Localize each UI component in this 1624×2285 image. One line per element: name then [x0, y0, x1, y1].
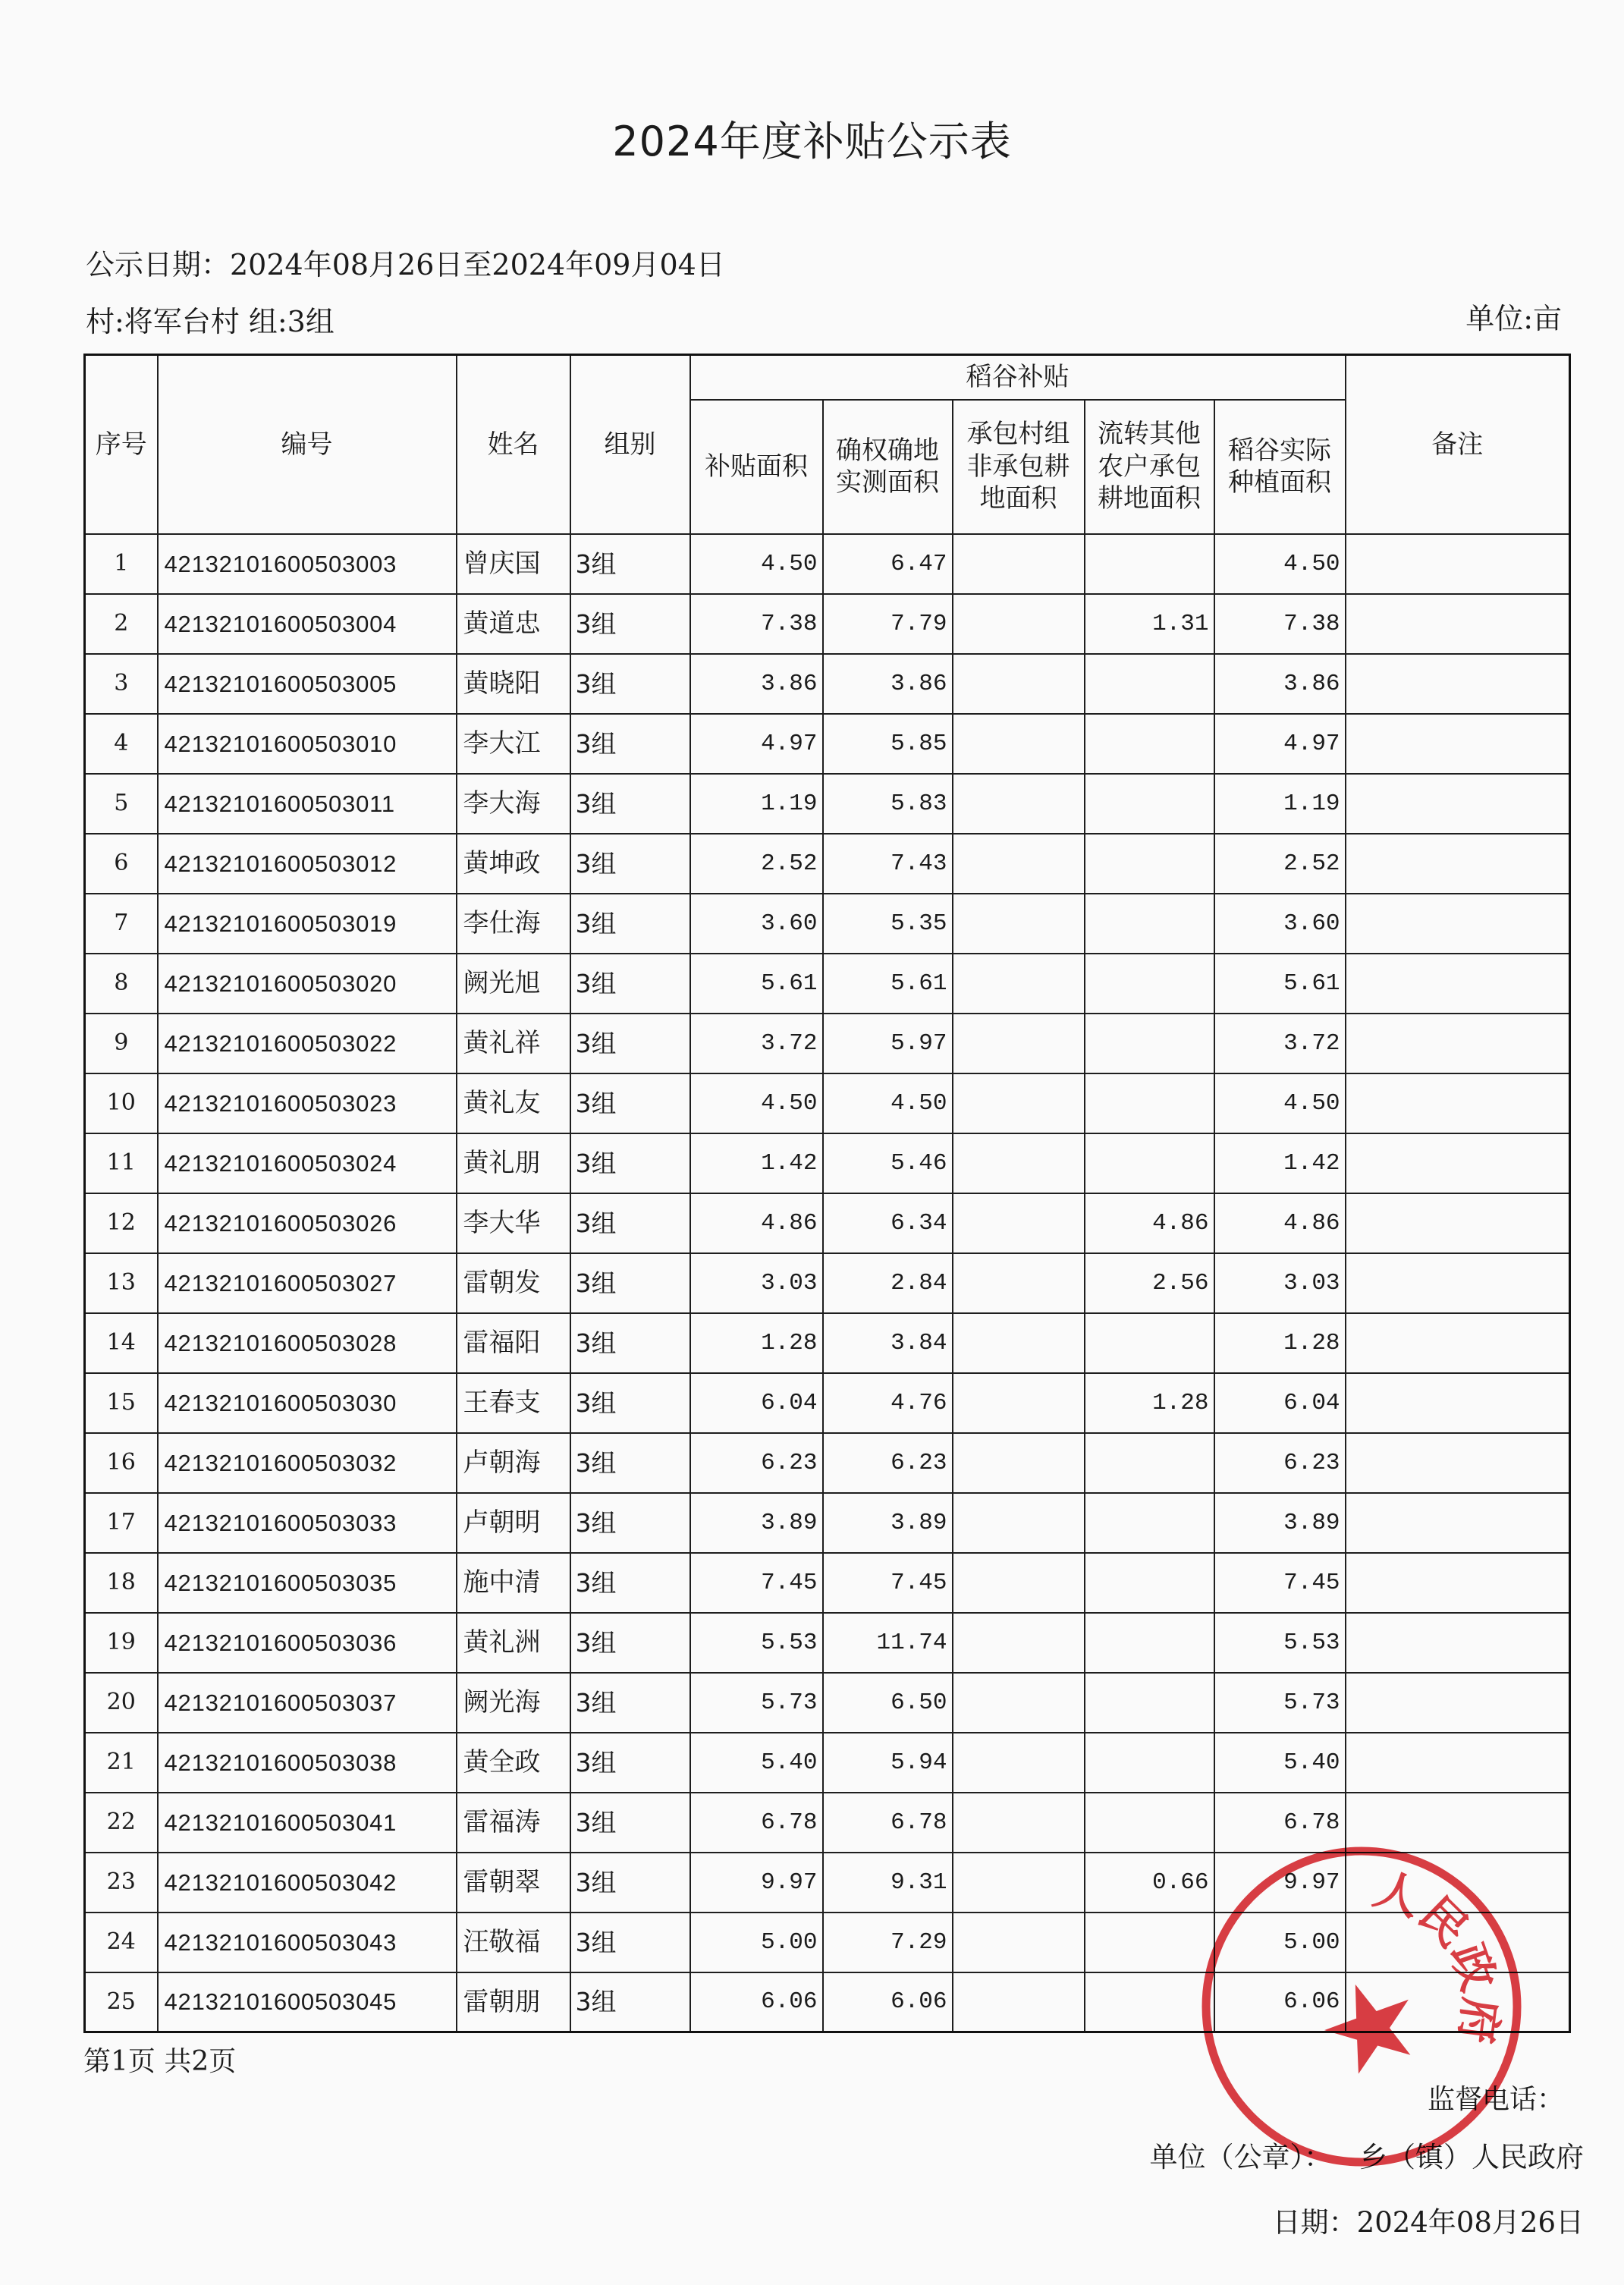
seq-cell: 9 — [85, 1014, 158, 1073]
code-cell: 42132101600503010 — [158, 714, 457, 774]
transferred-area-cell — [1085, 1673, 1214, 1733]
actual-area-cell: 5.73 — [1214, 1673, 1346, 1733]
table-row — [85, 1733, 1570, 1793]
name-cell: 雷朝发 — [457, 1253, 570, 1313]
name-cell: 黄礼祥 — [457, 1014, 570, 1073]
transferred-area-cell — [1085, 534, 1214, 594]
group-cell: 3组 — [570, 774, 690, 834]
actual-area-cell: 4.50 — [1214, 534, 1346, 594]
header-group: 组别 — [570, 355, 690, 534]
seq-cell: 1 — [85, 534, 158, 594]
contracted-non-area-cell — [953, 1253, 1085, 1313]
group-cell: 3组 — [570, 1433, 690, 1493]
code-cell: 42132101600503035 — [158, 1553, 457, 1613]
actual-area-cell: 7.38 — [1214, 594, 1346, 654]
group-cell: 3组 — [570, 1853, 690, 1913]
seq-cell: 21 — [85, 1733, 158, 1793]
group-cell: 3组 — [570, 1673, 690, 1733]
page-indicator: 第1页 共2页 — [83, 2046, 237, 2077]
name-cell: 曾庆国 — [457, 534, 570, 594]
contracted-non-area-cell — [953, 1073, 1085, 1133]
transferred-area-cell — [1085, 1014, 1214, 1073]
seq-cell: 15 — [85, 1373, 158, 1433]
remark-cell — [1346, 834, 1570, 894]
transferred-area-cell — [1085, 1553, 1214, 1613]
confirmed-area-cell: 6.50 — [823, 1673, 953, 1733]
name-cell: 雷福涛 — [457, 1793, 570, 1853]
contracted-non-area-cell — [953, 1373, 1085, 1433]
header-code: 编号 — [158, 355, 457, 534]
remark-cell — [1346, 1493, 1570, 1553]
transferred-area-cell — [1085, 1493, 1214, 1553]
seq-cell: 2 — [85, 594, 158, 654]
remark-cell — [1346, 1553, 1570, 1613]
subsidy-area-cell: 4.50 — [690, 534, 823, 594]
actual-area-cell: 9.97 — [1214, 1853, 1346, 1913]
group-cell: 3组 — [570, 1073, 690, 1133]
transferred-area-cell: 0.66 — [1085, 1853, 1214, 1913]
unit-seal-label: 单位（公章）： — [1149, 2141, 1332, 2173]
header-remark: 备注 — [1346, 355, 1570, 534]
group-cell: 3组 — [570, 1133, 690, 1193]
table-row — [85, 654, 1570, 714]
header-rice-subsidy: 稻谷补贴 — [690, 355, 1346, 400]
seq-cell: 25 — [85, 1972, 158, 2032]
contracted-non-area-cell — [953, 1553, 1085, 1613]
name-cell: 黄礼洲 — [457, 1613, 570, 1673]
actual-area-cell: 3.72 — [1214, 1014, 1346, 1073]
group-cell: 3组 — [570, 654, 690, 714]
contracted-non-area-cell — [953, 894, 1085, 954]
seq-cell: 13 — [85, 1253, 158, 1313]
name-cell: 黄全政 — [457, 1733, 570, 1793]
seq-cell: 7 — [85, 894, 158, 954]
remark-cell — [1346, 654, 1570, 714]
group-cell: 3组 — [570, 1493, 690, 1553]
confirmed-area-cell: 5.97 — [823, 1014, 953, 1073]
code-cell: 42132101600503020 — [158, 954, 457, 1014]
group-cell: 3组 — [570, 1553, 690, 1613]
subsidy-area-cell: 4.50 — [690, 1073, 823, 1133]
confirmed-area-cell: 7.43 — [823, 834, 953, 894]
actual-area-cell: 1.42 — [1214, 1133, 1346, 1193]
confirmed-area-cell: 6.78 — [823, 1793, 953, 1853]
table-row — [85, 534, 1570, 594]
subsidy-area-cell: 4.86 — [690, 1193, 823, 1253]
group-cell: 3组 — [570, 834, 690, 894]
unit-label: 单位:亩 — [1465, 302, 1562, 335]
name-cell: 黄坤政 — [457, 834, 570, 894]
subsidy-area-cell: 3.60 — [690, 894, 823, 954]
remark-cell — [1346, 1313, 1570, 1373]
transferred-area-cell — [1085, 1613, 1214, 1673]
code-cell: 42132101600503033 — [158, 1493, 457, 1553]
code-cell: 42132101600503026 — [158, 1193, 457, 1253]
subsidy-area-cell: 1.19 — [690, 774, 823, 834]
seq-cell: 18 — [85, 1553, 158, 1613]
confirmed-area-cell: 7.45 — [823, 1553, 953, 1613]
remark-cell — [1346, 1073, 1570, 1133]
subsidy-table — [83, 354, 1571, 2033]
code-cell: 42132101600503005 — [158, 654, 457, 714]
code-cell: 42132101600503024 — [158, 1133, 457, 1193]
table-row — [85, 1253, 1570, 1313]
contracted-non-area-cell — [953, 1193, 1085, 1253]
seal-text: 人民政府 — [1367, 1862, 1508, 2048]
issue-date: 日期：2024年08月26日 — [1272, 2206, 1584, 2239]
actual-area-cell: 5.61 — [1214, 954, 1346, 1014]
actual-area-cell: 2.52 — [1214, 834, 1346, 894]
subsidy-area-cell: 3.86 — [690, 654, 823, 714]
code-cell: 42132101600503030 — [158, 1373, 457, 1433]
subsidy-area-cell: 7.38 — [690, 594, 823, 654]
remark-cell — [1346, 1673, 1570, 1733]
contracted-non-area-cell — [953, 1433, 1085, 1493]
contracted-non-area-cell — [953, 714, 1085, 774]
remark-cell — [1346, 1014, 1570, 1073]
confirmed-area-cell: 3.86 — [823, 654, 953, 714]
group-cell: 3组 — [570, 1014, 690, 1073]
remark-cell — [1346, 1193, 1570, 1253]
remark-cell — [1346, 1373, 1570, 1433]
confirmed-area-cell: 5.85 — [823, 714, 953, 774]
transferred-area-cell — [1085, 1733, 1214, 1793]
supervision-phone-label: 监督电话： — [1427, 2084, 1564, 2115]
seq-cell: 14 — [85, 1313, 158, 1373]
group-cell: 3组 — [570, 714, 690, 774]
seq-cell: 3 — [85, 654, 158, 714]
seq-cell: 11 — [85, 1133, 158, 1193]
publish-period: 公示日期：2024年08月26日至2024年09月04日 — [86, 248, 725, 281]
transferred-area-cell — [1085, 774, 1214, 834]
actual-area-cell: 1.28 — [1214, 1313, 1346, 1373]
contracted-non-area-cell — [953, 1493, 1085, 1553]
header-subsidy-area: 补贴面积 — [705, 451, 808, 482]
confirmed-area-cell: 7.79 — [823, 594, 953, 654]
name-cell: 阙光海 — [457, 1673, 570, 1733]
code-cell: 42132101600503012 — [158, 834, 457, 894]
group-cell: 3组 — [570, 1793, 690, 1853]
seq-cell: 16 — [85, 1433, 158, 1493]
table-row — [85, 834, 1570, 894]
code-cell: 42132101600503011 — [158, 774, 457, 834]
transferred-area-cell: 1.28 — [1085, 1373, 1214, 1433]
remark-cell — [1346, 1733, 1570, 1793]
subsidy-area-cell: 3.89 — [690, 1493, 823, 1553]
remark-cell — [1346, 534, 1570, 594]
transferred-area-cell — [1085, 714, 1214, 774]
confirmed-area-cell: 6.47 — [823, 534, 953, 594]
contracted-non-area-cell — [953, 1733, 1085, 1793]
transferred-area-cell — [1085, 954, 1214, 1014]
subsidy-area-cell: 3.72 — [690, 1014, 823, 1073]
actual-area-cell: 7.45 — [1214, 1553, 1346, 1613]
code-cell: 42132101600503019 — [158, 894, 457, 954]
seq-cell: 19 — [85, 1613, 158, 1673]
subsidy-area-cell: 1.28 — [690, 1313, 823, 1373]
name-cell: 黄道忠 — [457, 594, 570, 654]
actual-area-cell: 1.19 — [1214, 774, 1346, 834]
contracted-non-area-cell — [953, 1613, 1085, 1673]
seq-cell: 17 — [85, 1493, 158, 1553]
remark-cell — [1346, 1133, 1570, 1193]
header-subsidy-area-cell — [690, 400, 823, 534]
village-group-label: 村:将军台村 组:3组 — [86, 305, 335, 338]
actual-area-cell: 4.86 — [1214, 1193, 1346, 1253]
remark-cell — [1346, 1613, 1570, 1673]
transferred-area-cell: 1.31 — [1085, 594, 1214, 654]
actual-area-cell: 3.03 — [1214, 1253, 1346, 1313]
code-cell: 42132101600503043 — [158, 1913, 457, 1972]
confirmed-area-cell: 11.74 — [823, 1613, 953, 1673]
contracted-non-area-cell — [953, 534, 1085, 594]
group-cell: 3组 — [570, 594, 690, 654]
contracted-non-area-cell — [953, 954, 1085, 1014]
confirmed-area-cell: 7.29 — [823, 1913, 953, 1972]
confirmed-area-cell: 5.35 — [823, 894, 953, 954]
subsidy-area-cell: 5.53 — [690, 1613, 823, 1673]
seq-cell: 8 — [85, 954, 158, 1014]
table-row — [85, 1493, 1570, 1553]
group-cell: 3组 — [570, 1193, 690, 1253]
header-row — [85, 355, 1570, 400]
transferred-area-cell — [1085, 1073, 1214, 1133]
table-body — [85, 534, 1570, 2032]
header-transferred-area-cell — [1085, 400, 1214, 534]
remark-cell — [1346, 1433, 1570, 1493]
subsidy-area-cell: 2.52 — [690, 834, 823, 894]
contracted-non-area-cell — [953, 1793, 1085, 1853]
seq-cell: 6 — [85, 834, 158, 894]
table-row — [85, 1613, 1570, 1673]
remark-cell — [1346, 774, 1570, 834]
name-cell: 雷朝朋 — [457, 1972, 570, 2032]
code-cell: 42132101600503028 — [158, 1313, 457, 1373]
group-cell: 3组 — [570, 1913, 690, 1972]
table-row — [85, 714, 1570, 774]
header-contracted-non-area-cell — [953, 400, 1085, 534]
transferred-area-cell: 2.56 — [1085, 1253, 1214, 1313]
transferred-area-cell — [1085, 1433, 1214, 1493]
table-row — [85, 1373, 1570, 1433]
name-cell: 雷福阳 — [457, 1313, 570, 1373]
header-no: 序号 — [85, 355, 158, 534]
code-cell: 42132101600503042 — [158, 1853, 457, 1913]
seq-cell: 22 — [85, 1793, 158, 1853]
subsidy-area-cell: 3.03 — [690, 1253, 823, 1313]
confirmed-area-cell: 2.84 — [823, 1253, 953, 1313]
name-cell: 李大华 — [457, 1193, 570, 1253]
code-cell: 42132101600503003 — [158, 534, 457, 594]
seq-cell: 12 — [85, 1193, 158, 1253]
government-name: 乡（镇）人民政府 — [1359, 2141, 1584, 2173]
code-cell: 42132101600503036 — [158, 1613, 457, 1673]
contracted-non-area-cell — [953, 1313, 1085, 1373]
subsidy-area-cell: 5.61 — [690, 954, 823, 1014]
subsidy-area-cell: 7.45 — [690, 1553, 823, 1613]
actual-area-cell: 5.00 — [1214, 1913, 1346, 1972]
header-actual-area: 稻谷实际种植面积 — [1228, 435, 1332, 498]
contracted-non-area-cell — [953, 594, 1085, 654]
transferred-area-cell — [1085, 834, 1214, 894]
subsidy-area-cell: 6.04 — [690, 1373, 823, 1433]
group-cell: 3组 — [570, 1373, 690, 1433]
transferred-area-cell — [1085, 1313, 1214, 1373]
code-cell: 42132101600503004 — [158, 594, 457, 654]
group-cell: 3组 — [570, 1313, 690, 1373]
code-cell: 42132101600503037 — [158, 1673, 457, 1733]
contracted-non-area-cell — [953, 834, 1085, 894]
name-cell: 李仕海 — [457, 894, 570, 954]
table-row — [85, 1073, 1570, 1133]
name-cell: 施中清 — [457, 1553, 570, 1613]
confirmed-area-cell: 9.31 — [823, 1853, 953, 1913]
group-cell: 3组 — [570, 894, 690, 954]
contracted-non-area-cell — [953, 1972, 1085, 2032]
actual-area-cell: 6.04 — [1214, 1373, 1346, 1433]
code-cell: 42132101600503045 — [158, 1972, 457, 2032]
official-seal — [1187, 1832, 1536, 2181]
remark-cell — [1346, 954, 1570, 1014]
actual-area-cell: 3.86 — [1214, 654, 1346, 714]
name-cell: 雷朝翠 — [457, 1853, 570, 1913]
header-confirmed-area-cell — [823, 400, 953, 534]
table-row — [85, 1133, 1570, 1193]
contracted-non-area-cell — [953, 1014, 1085, 1073]
table-row — [85, 1433, 1570, 1493]
remark-cell — [1346, 1253, 1570, 1313]
name-cell: 卢朝海 — [457, 1433, 570, 1493]
seq-cell: 4 — [85, 714, 158, 774]
remark-cell — [1346, 894, 1570, 954]
name-cell: 黄礼友 — [457, 1073, 570, 1133]
contracted-non-area-cell — [953, 654, 1085, 714]
table-row — [85, 1193, 1570, 1253]
code-cell: 42132101600503041 — [158, 1793, 457, 1853]
confirmed-area-cell: 6.34 — [823, 1193, 953, 1253]
actual-area-cell: 4.50 — [1214, 1073, 1346, 1133]
remark-cell — [1346, 714, 1570, 774]
table-row — [85, 1553, 1570, 1613]
confirmed-area-cell: 5.94 — [823, 1733, 953, 1793]
header-actual-area-cell — [1214, 400, 1346, 534]
seq-cell: 5 — [85, 774, 158, 834]
seal-star-icon — [1313, 1969, 1426, 2080]
subsidy-area-cell: 6.06 — [690, 1972, 823, 2032]
actual-area-cell: 6.23 — [1214, 1433, 1346, 1493]
actual-area-cell: 6.78 — [1214, 1793, 1346, 1853]
subsidy-area-cell: 5.73 — [690, 1673, 823, 1733]
group-cell: 3组 — [570, 1972, 690, 2032]
confirmed-area-cell: 5.61 — [823, 954, 953, 1014]
contracted-non-area-cell — [953, 774, 1085, 834]
group-cell: 3组 — [570, 1613, 690, 1673]
subsidy-area-cell: 5.40 — [690, 1733, 823, 1793]
table-row — [85, 954, 1570, 1014]
actual-area-cell: 3.89 — [1214, 1493, 1346, 1553]
header-name: 姓名 — [457, 355, 570, 534]
code-cell: 42132101600503032 — [158, 1433, 457, 1493]
subsidy-area-cell: 6.23 — [690, 1433, 823, 1493]
transferred-area-cell — [1085, 654, 1214, 714]
subsidy-area-cell: 4.97 — [690, 714, 823, 774]
group-cell: 3组 — [570, 1253, 690, 1313]
group-cell: 3组 — [570, 954, 690, 1014]
seq-cell: 10 — [85, 1073, 158, 1133]
remark-cell — [1346, 594, 1570, 654]
subsidy-area-cell: 9.97 — [690, 1853, 823, 1913]
document-title: 2024年度补贴公示表 — [612, 118, 1012, 165]
name-cell: 黄晓阳 — [457, 654, 570, 714]
name-cell: 李大海 — [457, 774, 570, 834]
contracted-non-area-cell — [953, 1853, 1085, 1913]
actual-area-cell: 5.53 — [1214, 1613, 1346, 1673]
transferred-area-cell: 4.86 — [1085, 1193, 1214, 1253]
seq-cell: 23 — [85, 1853, 158, 1913]
name-cell: 王春支 — [457, 1373, 570, 1433]
confirmed-area-cell: 6.06 — [823, 1972, 953, 2032]
subsidy-area-cell: 6.78 — [690, 1793, 823, 1853]
code-cell: 42132101600503027 — [158, 1253, 457, 1313]
confirmed-area-cell: 5.46 — [823, 1133, 953, 1193]
actual-area-cell: 3.60 — [1214, 894, 1346, 954]
table-header — [85, 355, 1570, 534]
table-row — [85, 894, 1570, 954]
actual-area-cell: 5.40 — [1214, 1733, 1346, 1793]
header-contracted-non-area: 承包村组非承包耕地面积 — [966, 419, 1070, 514]
actual-area-cell: 4.97 — [1214, 714, 1346, 774]
contracted-non-area-cell — [953, 1133, 1085, 1193]
actual-area-cell: 6.06 — [1214, 1972, 1346, 2032]
name-cell: 黄礼朋 — [457, 1133, 570, 1193]
transferred-area-cell — [1085, 1133, 1214, 1193]
table-row — [85, 774, 1570, 834]
subsidy-area-cell: 5.00 — [690, 1913, 823, 1972]
confirmed-area-cell: 4.50 — [823, 1073, 953, 1133]
name-cell: 卢朝明 — [457, 1493, 570, 1553]
confirmed-area-cell: 6.23 — [823, 1433, 953, 1493]
name-cell: 李大江 — [457, 714, 570, 774]
seq-cell: 20 — [85, 1673, 158, 1733]
header-confirmed-area: 确权确地实测面积 — [836, 435, 939, 498]
transferred-area-cell — [1085, 894, 1214, 954]
table-row — [85, 594, 1570, 654]
name-cell: 阙光旭 — [457, 954, 570, 1014]
group-cell: 3组 — [570, 534, 690, 594]
name-cell: 汪敬福 — [457, 1913, 570, 1972]
code-cell: 42132101600503022 — [158, 1014, 457, 1073]
group-cell: 3组 — [570, 1733, 690, 1793]
confirmed-area-cell: 4.76 — [823, 1373, 953, 1433]
confirmed-area-cell: 5.83 — [823, 774, 953, 834]
seq-cell: 24 — [85, 1913, 158, 1972]
code-cell: 42132101600503023 — [158, 1073, 457, 1133]
confirmed-area-cell: 3.84 — [823, 1313, 953, 1373]
contracted-non-area-cell — [953, 1673, 1085, 1733]
confirmed-area-cell: 3.89 — [823, 1493, 953, 1553]
contracted-non-area-cell — [953, 1913, 1085, 1972]
table-row — [85, 1313, 1570, 1373]
header-transferred-area: 流转其他农户承包耕地面积 — [1098, 419, 1201, 514]
table-row — [85, 1673, 1570, 1733]
subsidy-area-cell: 1.42 — [690, 1133, 823, 1193]
code-cell: 42132101600503038 — [158, 1733, 457, 1793]
table-row — [85, 1014, 1570, 1073]
